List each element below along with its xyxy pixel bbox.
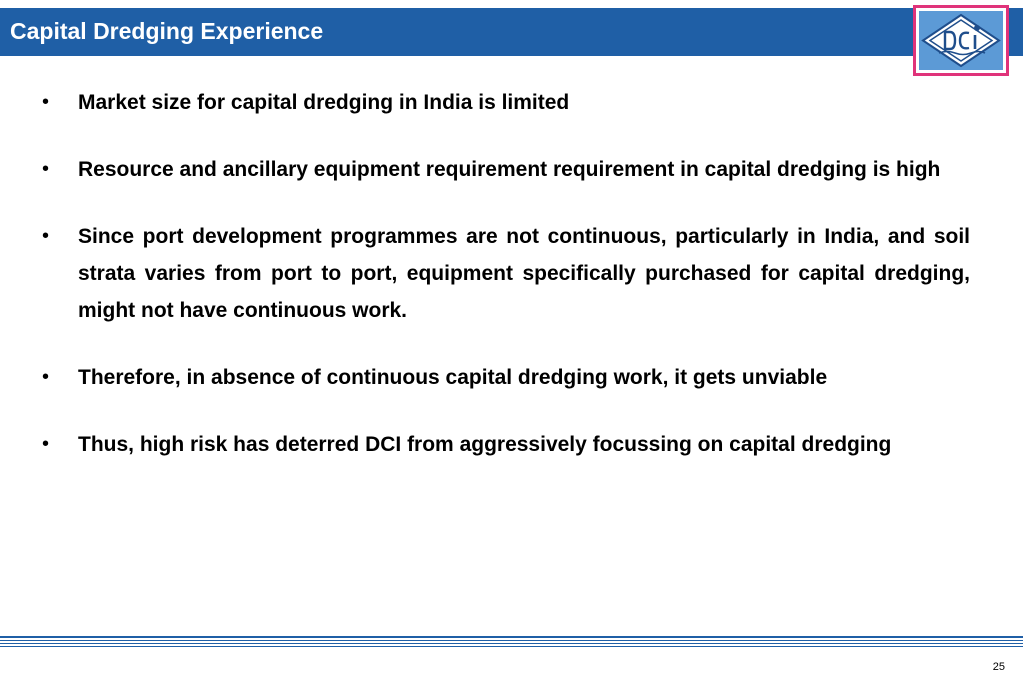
bullet-text: Market size for capital dredging in India is limited <box>78 91 570 114</box>
page-number: 25 <box>992 661 1005 673</box>
bullet-icon: • <box>42 225 50 247</box>
bullet-icon: • <box>42 433 50 455</box>
bullet-text: Thus, high risk has deterred DCI from aggressively focussing on capital dredging <box>78 433 892 456</box>
bullet-icon: • <box>42 158 50 180</box>
bullet-icon: • <box>42 91 50 113</box>
title-bar <box>0 8 1023 56</box>
dci-logo-icon <box>919 11 1003 70</box>
bullet-text: Since port development programmes are not continuous, particularly in India, and soil strata varies from port to port, equipment specifically purchased for capital dredging, might not have continuous work. <box>78 225 970 322</box>
bullet-item <box>42 151 970 188</box>
bullet-item <box>42 426 970 463</box>
bullet-item <box>42 359 970 396</box>
footer-divider <box>0 636 1023 650</box>
bullet-text: Therefore, in absence of continuous capital dredging work, it gets unviable <box>78 366 828 389</box>
bullet-icon: • <box>42 366 50 388</box>
bullet-item <box>42 218 970 329</box>
logo <box>913 5 1009 76</box>
slide-title: Capital Dredging Experience <box>10 18 324 44</box>
bullet-list <box>42 84 970 463</box>
bullet-text: Resource and ancillary equipment requirement requirement in capital dredging is high <box>78 158 941 181</box>
bullet-item <box>42 84 970 121</box>
